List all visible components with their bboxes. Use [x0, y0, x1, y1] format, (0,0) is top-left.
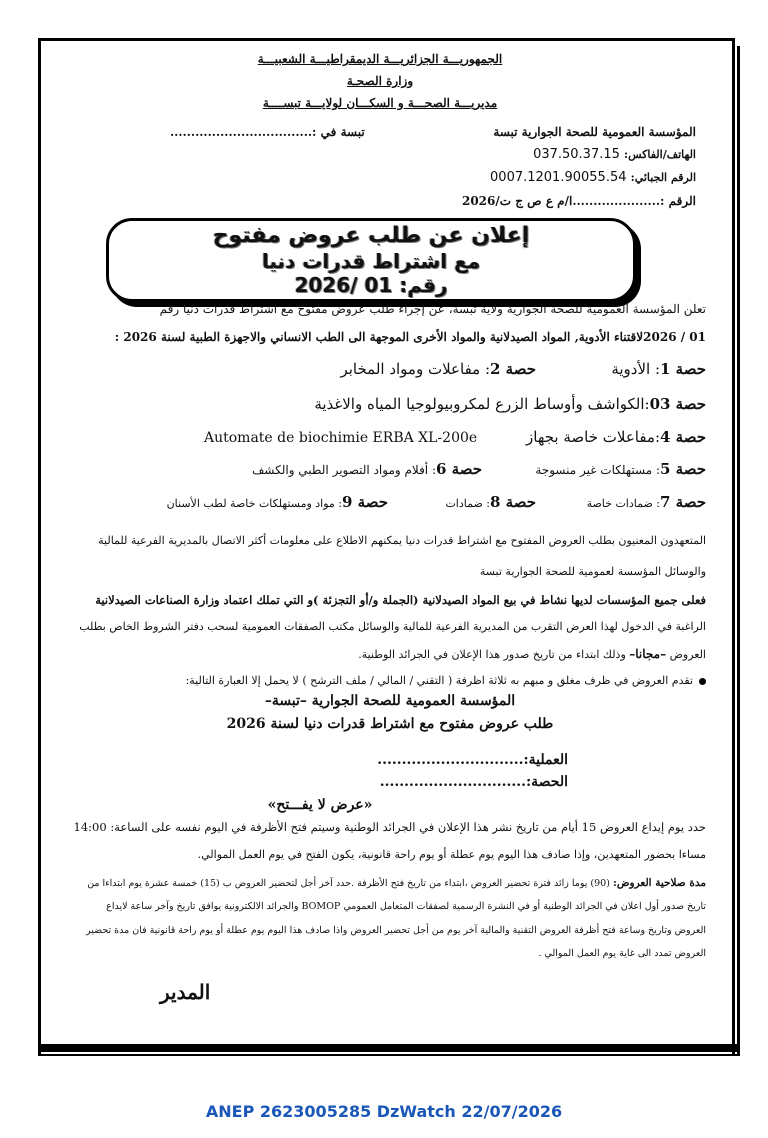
- page-border-bottom-line: [40, 1054, 737, 1056]
- establishment-name: المؤسسة العمومية للصحة الجوارية تبسة: [493, 125, 696, 139]
- lot-2-text: : مفاعلات ومواد المخابر: [340, 360, 491, 378]
- tax-line: [490, 170, 696, 185]
- validity-line-4: العروض تمدد الى غاية يوم العمل الموالي .: [538, 948, 706, 959]
- lot-7-text: : ضمادات خاصة: [586, 497, 661, 510]
- lot-5: [535, 460, 706, 478]
- lot-6-text: : أفلام ومواد التصوير الطبي والكشف: [251, 463, 437, 477]
- lot-1-label: حصة 1: [660, 360, 706, 378]
- envelope-operation: العملية:..............................: [377, 752, 568, 768]
- validity-line-1: [87, 877, 706, 889]
- validity-line-2: تاريخ صدور أول اعلان في الجرائد الوطنية أو في النشرة الرسمية لصفقات المتعامل العمومي BOMOP والجرائد الالكترونية يوافق تاريخ وآخر ساعة لايداع: [106, 901, 706, 912]
- banner-line-2: مع اشتراط قدرات دنيا: [261, 249, 481, 273]
- submission-bullet: [186, 670, 706, 692]
- lot-1-text: : الأدوية: [611, 360, 661, 378]
- lot-3-label: حصة 03: [649, 395, 706, 413]
- banner-line-3: رقم: 01 /2026: [294, 273, 448, 297]
- republic-title: الجمهوريـــة الجزائريـــة الديمقراطيـــة الشعبيـــة: [257, 52, 503, 66]
- directorate-title: مديريـــة الصحـــة و السكـــان لولايـــة تبســــة: [262, 96, 498, 110]
- tax-value: 0007.1201.90055.54: [490, 170, 627, 185]
- lot-2: [340, 360, 536, 378]
- banner-line-1: إعلان عن طلب عروض مفتوح: [212, 223, 530, 248]
- lot-9-text: : مواد ومستهلكات خاصة لطب الأسنان: [166, 497, 343, 510]
- place-date: تبسة في :..................................: [170, 125, 365, 139]
- lot-7: [587, 493, 706, 511]
- page-border-bottom: [40, 1044, 737, 1052]
- eligibility-line-1: فعلى جميع المؤسسات لديها نشاط في بيع المواد الصيدلانية (الجملة و/أو التجزئة )و التي تملك اعتماد وزارة الصناعات الصيدلانية: [95, 593, 706, 607]
- lot-9-label: حصة 9: [342, 493, 388, 511]
- reference-line: الرقم :.....................ا/م ع ص ج ت/2026: [461, 194, 696, 208]
- eligibility-date-text: وذلك ابتداء من تاريخ صدور هذا الإعلان في الجرائد الوطنية.: [358, 648, 626, 661]
- lot-4-label: حصة 4: [660, 428, 706, 446]
- lot-1: [611, 360, 706, 378]
- lot-3: [314, 395, 706, 413]
- envelope-lot: الحصة:..............................: [379, 774, 568, 790]
- envelope-line-2: طلب عروض مفتوح مع اشتراط قدرات دنيا لسنة 2026: [226, 716, 554, 732]
- submission-bullet-text: تقدم العروض في ظرف مغلق و مبهم به ثلاثة اظرفة ( التقني / المالي / ملف الترشح ) لا يحمل إلا العبارة التالية:: [185, 674, 693, 687]
- validity-label: مدة صلاحية العروض:: [612, 877, 706, 889]
- lot-3-text: :الكواشف وأوساط الزرع لمكروبيولوجيا المياه والاغذية: [314, 395, 650, 413]
- eligibility-offers-word: العروض: [669, 648, 706, 661]
- lot-4-text: :مفاعلات خاصة بجهاز: [526, 428, 661, 446]
- lot-5-text: : مستهلكات غير منسوجة: [535, 463, 661, 477]
- deadline-line-1: حدد يوم إيداع العروض 15 أيام من تاريخ نشر هذا الإعلان في الجرائد الوطنية وسيتم فتح الأظرفة في اليوم نفسه على الساعة: 14:00: [73, 820, 706, 834]
- lot-9: [167, 493, 388, 511]
- lot-2-label: حصة 2: [490, 360, 536, 378]
- validity-line-3: العروض وتاريخ وساعة فتح أظرفة العروض التقنية والمالية آخر يوم من أجل تحضير العروض واذا صادف هذا اليوم يوم عطلة أو يوم راحة قانونية فان مدة تحضير: [86, 925, 706, 936]
- lot-6-label: حصة 6: [436, 460, 482, 478]
- eligibility-line-3: [358, 643, 706, 666]
- phone-label: الهاتف/الفاكس:: [624, 148, 696, 161]
- director-signature: المدير: [160, 980, 211, 1004]
- intro-line-1: تعلن المؤسسة العمومية للصحة الجوارية ولاية تبسة، عن إجراء طلب عروض مفتوح مع اشتراط قدرات دنيا رقم: [159, 302, 706, 316]
- lot-8-label: حصة 8: [490, 493, 536, 511]
- phone-line: [533, 147, 696, 162]
- lot-4: [526, 428, 706, 446]
- eligibility-line-2: الراغبة في الدخول لهذا العرض التقرب من المديرية الفرعية للمالية والوسائل مكتب الصفقات العمومية لسحب دفتر الشروط الخاص بطلب: [79, 620, 706, 633]
- tax-label: الرقم الجبائي:: [630, 171, 696, 184]
- ministry-title: وزارة الصحـة: [346, 74, 414, 88]
- bullet-icon: [699, 678, 706, 685]
- lot-8-text: : ضمادات: [445, 497, 491, 510]
- page-border-shadow: [737, 46, 740, 1056]
- lot-5-label: حصة 5: [660, 460, 706, 478]
- announcement-banner: [106, 218, 636, 302]
- lot-8: [445, 493, 536, 511]
- lot-7-label: حصة 7: [660, 493, 706, 511]
- envelope-line-1: المؤسسة العمومية للصحة الجوارية –تبسة–: [264, 693, 516, 709]
- contact-paragraph-line-1: المتعهدون المعنيون بطلب العروض المفتوح مع اشتراط قدرات دنيا يمكنهم الاطلاع على معلومات أكثر الاتصال بالمديرية الفرعية للمالية: [98, 534, 706, 547]
- deadline-line-2: مساءا بحضور المتعهدين، وإذا صادف هذا اليوم يوم عطلة أو يوم راحة قانونية، يكون الفتح في يوم العمل الموالي.: [197, 848, 706, 861]
- validity-line-1-text: (90) يوما زائد فترة تحضير العروض ،ابتداء من تاريخ فتح الأظرفة .حدد آخر أجل لتحضير العروض ب (15) خمسة عشرة يوم ابتداءا من: [87, 878, 613, 889]
- phone-value: 037.50.37.15: [533, 147, 620, 162]
- lot-6: [252, 460, 482, 478]
- publication-reference: ANEP 2623005285 DzWatch 22/07/2026: [205, 1102, 563, 1121]
- lot-4-device: Automate de biochimie ERBA XL-200e: [204, 430, 478, 446]
- free-of-charge: –مجانا–: [629, 647, 667, 661]
- contact-paragraph-line-2: والوسائل المؤسسة لعمومية للصحة الجوارية تبسة: [479, 565, 706, 578]
- intro-line-2: 01 / 2026لاقتناء الأدوية, المواد الصيدلانية والمواد الأخرى الموجهة الى الطب الانساني والاجهزة الطبية لسنة 2026 :: [114, 330, 706, 344]
- do-not-open-notice: «عرض لا يفـــتح»: [267, 797, 373, 813]
